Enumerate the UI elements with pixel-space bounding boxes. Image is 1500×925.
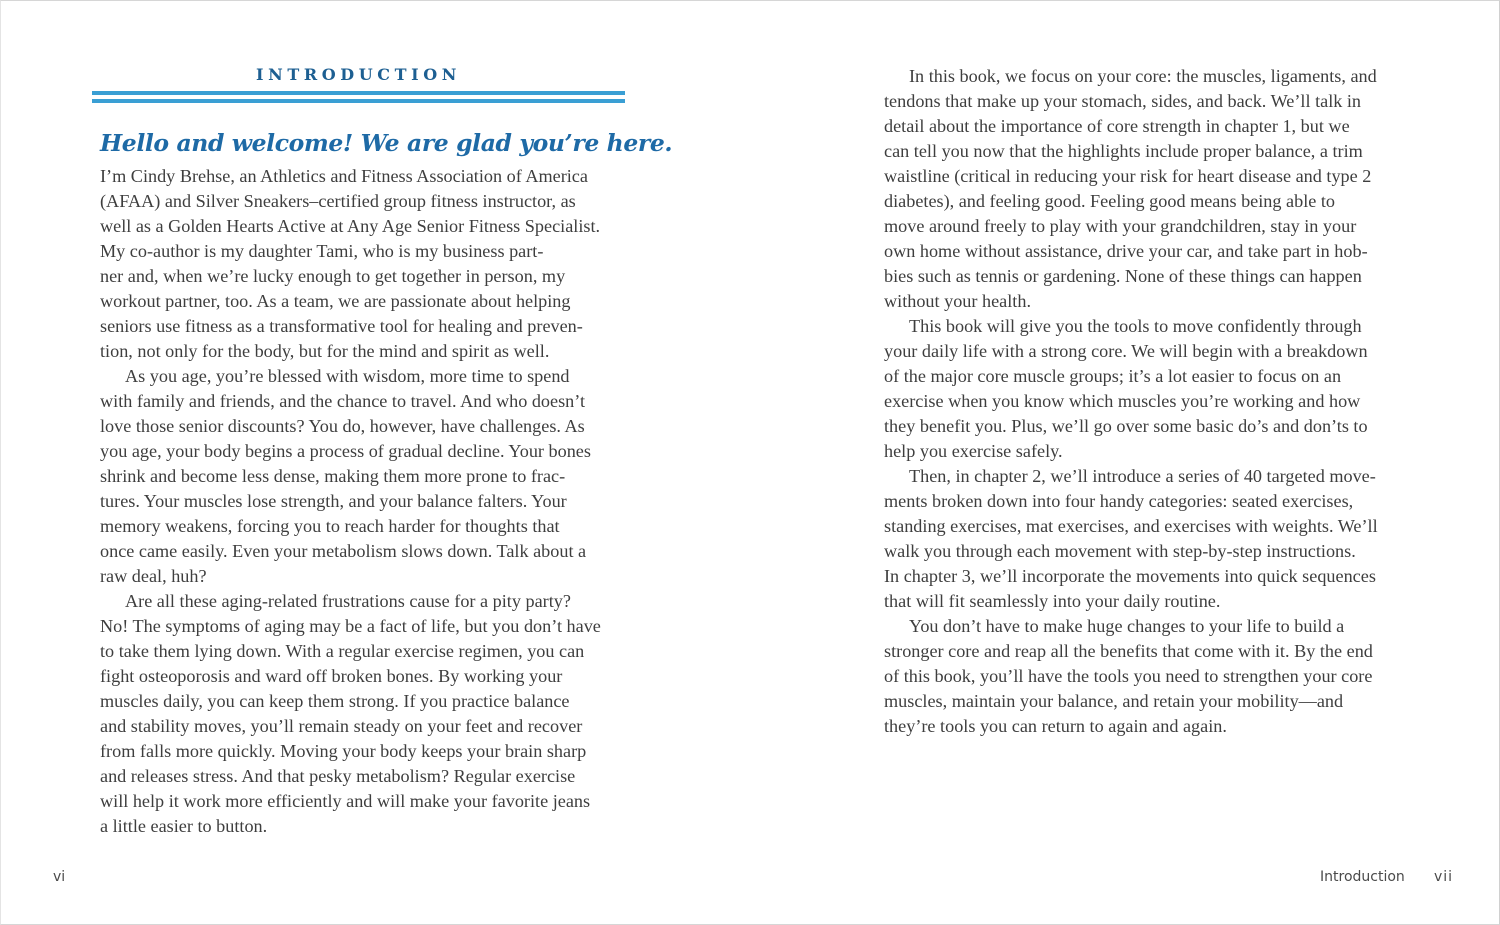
text-line: a little easier to button. (100, 816, 268, 836)
text-line: tures. Your muscles lose strength, and your balance falters. Your (100, 491, 567, 511)
text-line: ner and, when we’re lucky enough to get together in person, my (100, 266, 566, 286)
section-label: INTRODUCTION (256, 65, 461, 84)
text-line: diabetes), and feeling good. Feeling good means being able to (884, 191, 1336, 211)
text-line: and releases stress. And that pesky metabolism? Regular exercise (100, 766, 576, 786)
page-number-right: vii (1434, 869, 1454, 885)
text-line: In this book, we focus on your core: the muscles, ligaments, and (909, 66, 1377, 86)
text-line: workout partner, too. As a team, we are passionate about helping (100, 291, 571, 311)
text-line: Are all these aging-related frustrations cause for a pity party? (125, 591, 571, 611)
text-line: My co-author is my daughter Tami, who is my business part- (100, 241, 544, 261)
text-line: bies such as tennis or gardening. None of these things can happen (884, 266, 1362, 286)
text-line: can tell you now that the highlights include proper balance, a trim (884, 141, 1363, 161)
text-line: that will fit seamlessly into your daily routine. (884, 591, 1221, 611)
text-line: muscles daily, you can keep them strong. If you practice balance (100, 691, 570, 711)
left-page (1, 1, 750, 924)
text-line: and stability moves, you’ll remain steady on your feet and recover (100, 716, 583, 736)
text-line: (AFAA) and Silver Sneakers–certified group fitness instructor, as (100, 191, 576, 211)
text-line: exercise when you know which muscles you’re working and how (884, 391, 1361, 411)
text-line: walk you through each movement with step-by-step instructions. (884, 541, 1356, 561)
text-line: once came easily. Even your metabolism slows down. Talk about a (100, 541, 587, 561)
paragraph (100, 164, 620, 364)
text-line: of the major core muscle groups; it’s a lot easier to focus on an (884, 366, 1342, 386)
text-line: standing exercises, mat exercises, and exercises with weights. We’ll (884, 516, 1378, 536)
text-line: without your health. (884, 291, 1031, 311)
text-line: from falls more quickly. Moving your body keeps your brain sharp (100, 741, 587, 761)
text-line: you age, your body begins a process of gradual decline. Your bones (100, 441, 591, 461)
heading-rule-top (92, 91, 625, 95)
left-body-text (100, 164, 620, 839)
text-line: ments broken down into four handy categories: seated exercises, (884, 491, 1354, 511)
text-line: of this book, you’ll have the tools you need to strengthen your core (884, 666, 1373, 686)
text-line: In chapter 3, we’ll incorporate the movements into quick sequences (884, 566, 1376, 586)
right-body-text (884, 64, 1404, 739)
text-line: Then, in chapter 2, we’ll introduce a series of 40 targeted move- (909, 466, 1376, 486)
text-line: own home without assistance, drive your car, and take part in hob- (884, 241, 1368, 261)
text-line: raw deal, huh? (100, 566, 207, 586)
text-line: they benefit you. Plus, we’ll go over some basic do’s and don’ts to (884, 416, 1368, 436)
text-line: I’m Cindy Brehse, an Athletics and Fitness Association of America (100, 166, 588, 186)
text-line: waistline (critical in reducing your risk for heart disease and type 2 (884, 166, 1372, 186)
text-line: to take them lying down. With a regular exercise regimen, you can (100, 641, 585, 661)
text-line: shrink and become less dense, making them more prone to frac- (100, 466, 566, 486)
text-line: As you age, you’re blessed with wisdom, more time to spend (125, 366, 570, 386)
text-line: memory weakens, forcing you to reach harder for thoughts that (100, 516, 560, 536)
text-line: detail about the importance of core strength in chapter 1, but we (884, 116, 1350, 136)
welcome-heading: Hello and welcome! We are glad you’re here. (100, 129, 673, 157)
text-line: love those senior discounts? You do, however, have challenges. As (100, 416, 585, 436)
right-page (750, 1, 1499, 924)
text-line: tendons that make up your stomach, sides, and back. We’ll talk in (884, 91, 1362, 111)
text-line: fight osteoporosis and ward off broken bones. By working your (100, 666, 563, 686)
page-number-left: vi (53, 869, 66, 885)
text-line: your daily life with a strong core. We will begin with a breakdown (884, 341, 1368, 361)
paragraph (884, 64, 1404, 314)
text-line: well as a Golden Hearts Active at Any Age Senior Fitness Specialist. (100, 216, 601, 236)
text-line: This book will give you the tools to move confidently through (909, 316, 1362, 336)
text-line: No! The symptoms of aging may be a fact of life, but you don’t have (100, 616, 601, 636)
paragraph (100, 589, 620, 839)
paragraph (884, 614, 1404, 739)
text-line: they’re tools you can return to again and again. (884, 716, 1227, 736)
paragraph (100, 364, 620, 589)
text-line: stronger core and reap all the benefits that come with it. By the end (884, 641, 1373, 661)
text-line: muscles, maintain your balance, and retain your mobility—and (884, 691, 1344, 711)
paragraph (884, 314, 1404, 464)
text-line: tion, not only for the body, but for the mind and spirit as well. (100, 341, 550, 361)
text-line: help you exercise safely. (884, 441, 1063, 461)
text-line: with family and friends, and the chance to travel. And who doesn’t (100, 391, 586, 411)
text-line: will help it work more efficiently and will make your favorite jeans (100, 791, 591, 811)
heading-rule-bottom (92, 99, 625, 103)
text-line: seniors use fitness as a transformative tool for healing and preven- (100, 316, 583, 336)
running-head: Introduction (1320, 869, 1405, 885)
paragraph (884, 464, 1404, 614)
text-line: move around freely to play with your grandchildren, stay in your (884, 216, 1357, 236)
text-line: You don’t have to make huge changes to your life to build a (909, 616, 1345, 636)
